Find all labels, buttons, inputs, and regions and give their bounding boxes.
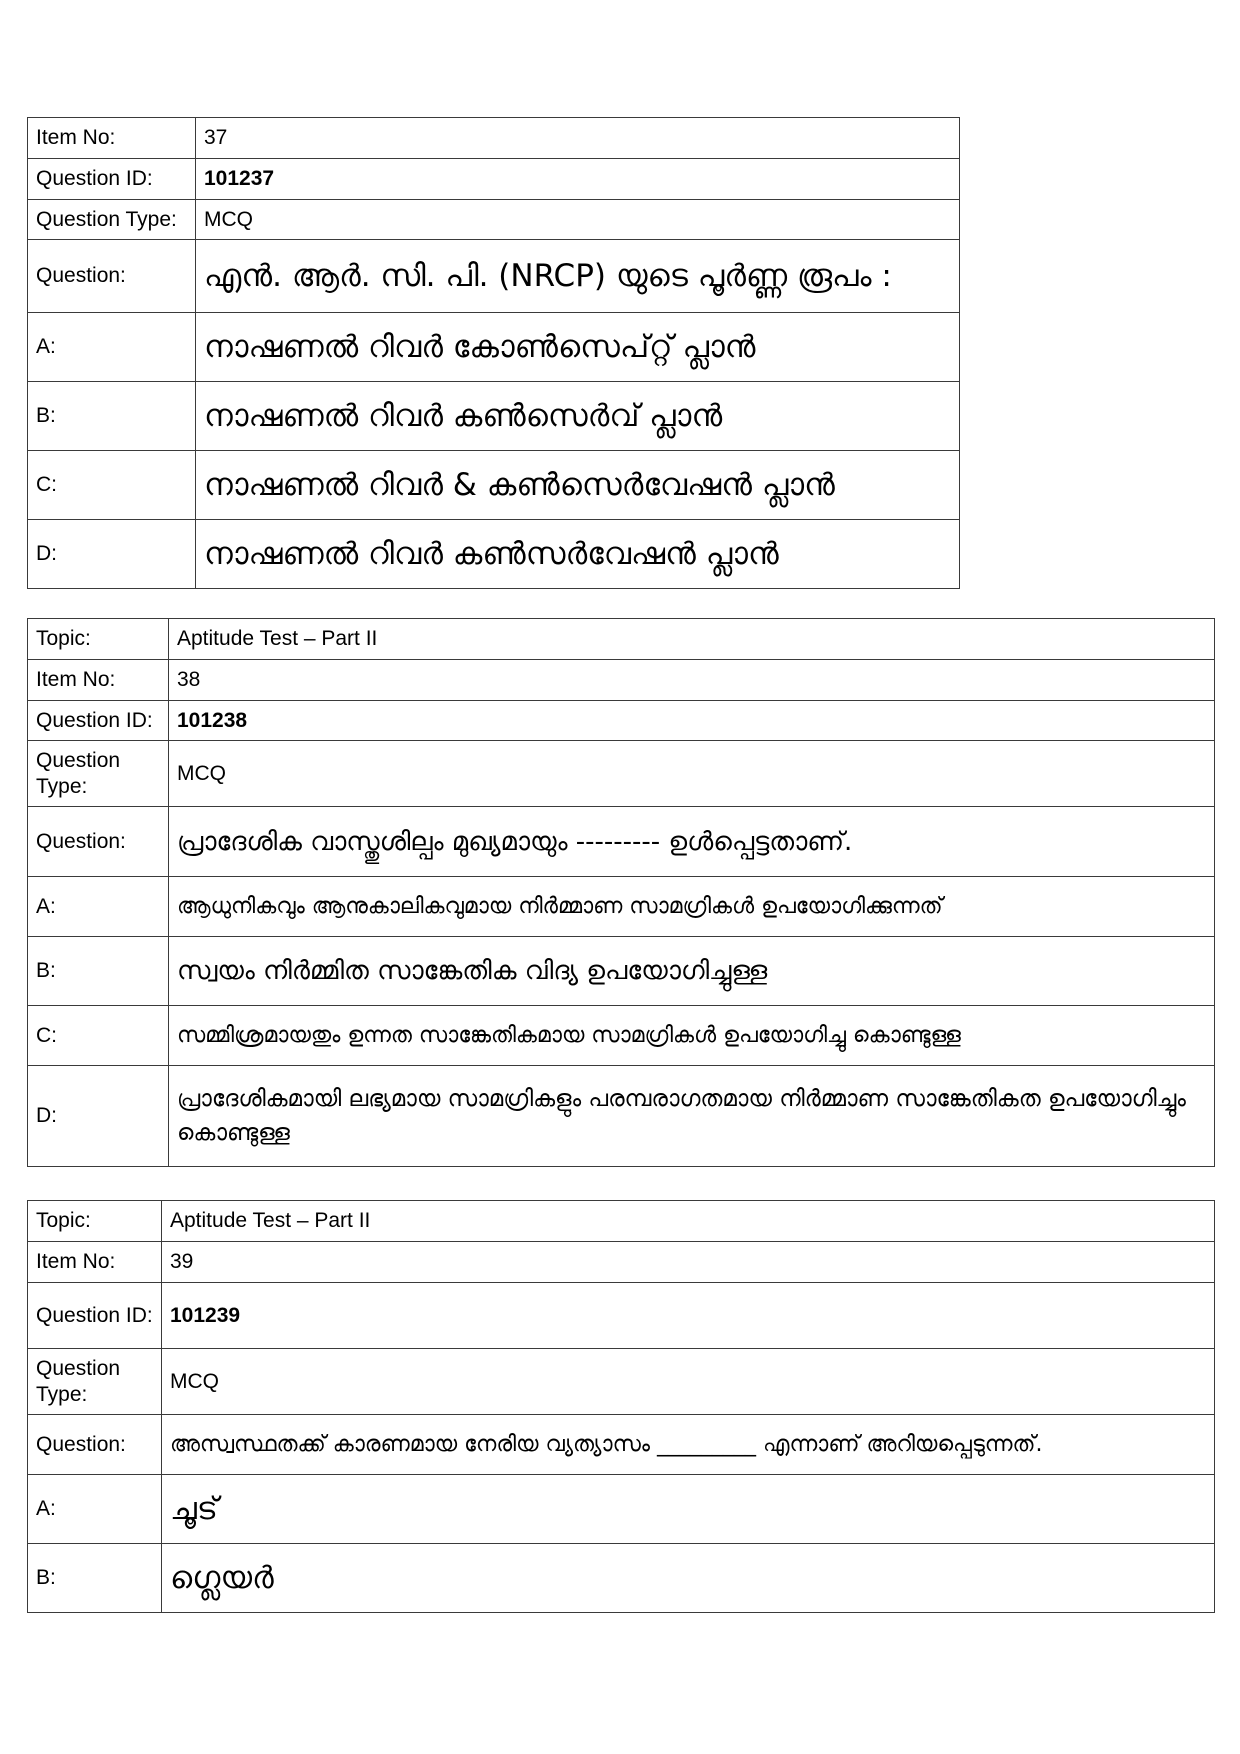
option-a-ml: ചൂട് [170, 1491, 218, 1527]
option-b-row [28, 937, 1215, 1006]
question-id-value: 101237 [196, 159, 960, 200]
question-row [28, 240, 960, 313]
question-id-row [28, 701, 1215, 741]
item-no-label: Item No: [28, 1242, 162, 1283]
question-type-value: MCQ [169, 741, 1215, 807]
question-id-value: 101238 [169, 701, 1215, 741]
question-type-label: Question Type: [28, 1349, 162, 1415]
question-label: Question: [28, 240, 196, 313]
question-type-value: MCQ [196, 200, 960, 240]
question-id-label: Question ID: [28, 159, 196, 200]
topic-label: Topic: [28, 1201, 162, 1242]
question-text-ml: അസ്വസ്ഥതക്ക് കാരണമായ നേരിയ വ്യത്യാസം _________ എന്നാണ് അറിയപ്പെടുന്നത്. [170, 1431, 1043, 1457]
option-b-ml: നാഷണൽ റിവർ കൺസെർവ് പ്ലാൻ [204, 398, 723, 434]
option-d-label: D: [28, 1066, 169, 1167]
question-table-37 [27, 117, 960, 589]
option-c-label: C: [28, 451, 196, 520]
question-id-row [28, 159, 960, 200]
item-no-row [28, 1242, 1215, 1283]
option-c-row [28, 1006, 1215, 1066]
option-a-ml: നാഷണൽ റിവർ കോൺസെപ്റ്റ് പ്ലാൻ [204, 329, 756, 365]
option-b-text [196, 382, 960, 451]
option-a-ml: ആധുനികവും ആനുകാലികവുമായ നിർമ്മാണ സാമഗ്രികൾ ഉപയോഗിക്കുന്നത് [177, 893, 943, 919]
question-type-label: Question Type: [28, 741, 169, 807]
question-text [196, 240, 960, 313]
question-label: Question: [28, 1415, 162, 1475]
option-a-text [169, 877, 1215, 937]
option-d-label: D: [28, 520, 196, 589]
option-b-row [28, 1544, 1215, 1613]
option-c-ml: നാഷണൽ റിവർ & കൺസെർവേഷൻ പ്ലാൻ [204, 467, 835, 503]
question-row [28, 807, 1215, 877]
option-a-text [162, 1475, 1215, 1544]
question-text [169, 807, 1215, 877]
option-d-ml: പ്രാദേശികമായി ലഭ്യമായ സാമഗ്രികളും പരമ്പരാഗതമായ നിർമ്മാണ സാങ്കേതികത ഉപയോഗിച്ചും കൊണ്ടുള്ള [177, 1086, 1186, 1146]
option-d-ml: നാഷണൽ റിവർ കൺസർവേഷൻ പ്ലാൻ [204, 536, 779, 572]
question-text-ml: പ്രാദേശിക വാസ്തുശില്പം മുഖ്യമായും --------- ഉൾപ്പെട്ടതാണ്. [177, 826, 853, 857]
option-a-label: A: [28, 1475, 162, 1544]
item-no-label: Item No: [28, 660, 169, 701]
question-table-38 [27, 618, 1215, 1167]
item-no-row [28, 660, 1215, 701]
question-id-value: 101239 [162, 1283, 1215, 1349]
topic-value: Aptitude Test – Part II [169, 619, 1215, 660]
option-b-text [162, 1544, 1215, 1613]
option-d-row [28, 520, 960, 589]
question-text-ml: എൻ. ആർ. സി. പി. (NRCP) യുടെ പൂർണ്ണ രൂപം : [204, 258, 892, 294]
option-b-label: B: [28, 382, 196, 451]
item-no-label: Item No: [28, 118, 196, 159]
option-d-text [196, 520, 960, 589]
question-type-row [28, 741, 1215, 807]
question-type-label: Question Type: [28, 200, 196, 240]
option-a-label: A: [28, 313, 196, 382]
topic-value: Aptitude Test – Part II [162, 1201, 1215, 1242]
item-no-value: 39 [162, 1242, 1215, 1283]
option-a-row [28, 313, 960, 382]
question-type-row [28, 1349, 1215, 1415]
topic-label: Topic: [28, 619, 169, 660]
option-c-row [28, 451, 960, 520]
option-b-ml: സ്വയം നിർമ്മിത സാങ്കേതിക വിദ്യ ഉപയോഗിച്ചുള്ള [177, 956, 768, 986]
option-d-row [28, 1066, 1215, 1167]
item-no-value: 38 [169, 660, 1215, 701]
option-c-label: C: [28, 1006, 169, 1066]
option-a-text [196, 313, 960, 382]
option-d-text [169, 1066, 1215, 1167]
item-no-row [28, 118, 960, 159]
option-c-ml: സമ്മിശ്രമായതും ഉന്നത സാങ്കേതികമായ സാമഗ്രികൾ ഉപയോഗിച്ചു കൊണ്ടുള്ള [177, 1022, 961, 1048]
option-b-ml: ഗ്ലെയർ [170, 1560, 274, 1596]
question-type-row [28, 200, 960, 240]
question-label: Question: [28, 807, 169, 877]
question-id-row [28, 1283, 1215, 1349]
option-c-text [196, 451, 960, 520]
option-a-row [28, 1475, 1215, 1544]
topic-row [28, 619, 1215, 660]
item-no-value: 37 [196, 118, 960, 159]
option-a-label: A: [28, 877, 169, 937]
question-text [162, 1415, 1215, 1475]
question-type-value: MCQ [162, 1349, 1215, 1415]
option-b-label: B: [28, 1544, 162, 1613]
question-row [28, 1415, 1215, 1475]
option-b-row [28, 382, 960, 451]
question-table-39 [27, 1200, 1215, 1613]
question-id-label: Question ID: [28, 701, 169, 741]
option-b-label: B: [28, 937, 169, 1006]
topic-row [28, 1201, 1215, 1242]
option-a-row [28, 877, 1215, 937]
option-b-text [169, 937, 1215, 1006]
question-id-label: Question ID: [28, 1283, 162, 1349]
option-c-text [169, 1006, 1215, 1066]
